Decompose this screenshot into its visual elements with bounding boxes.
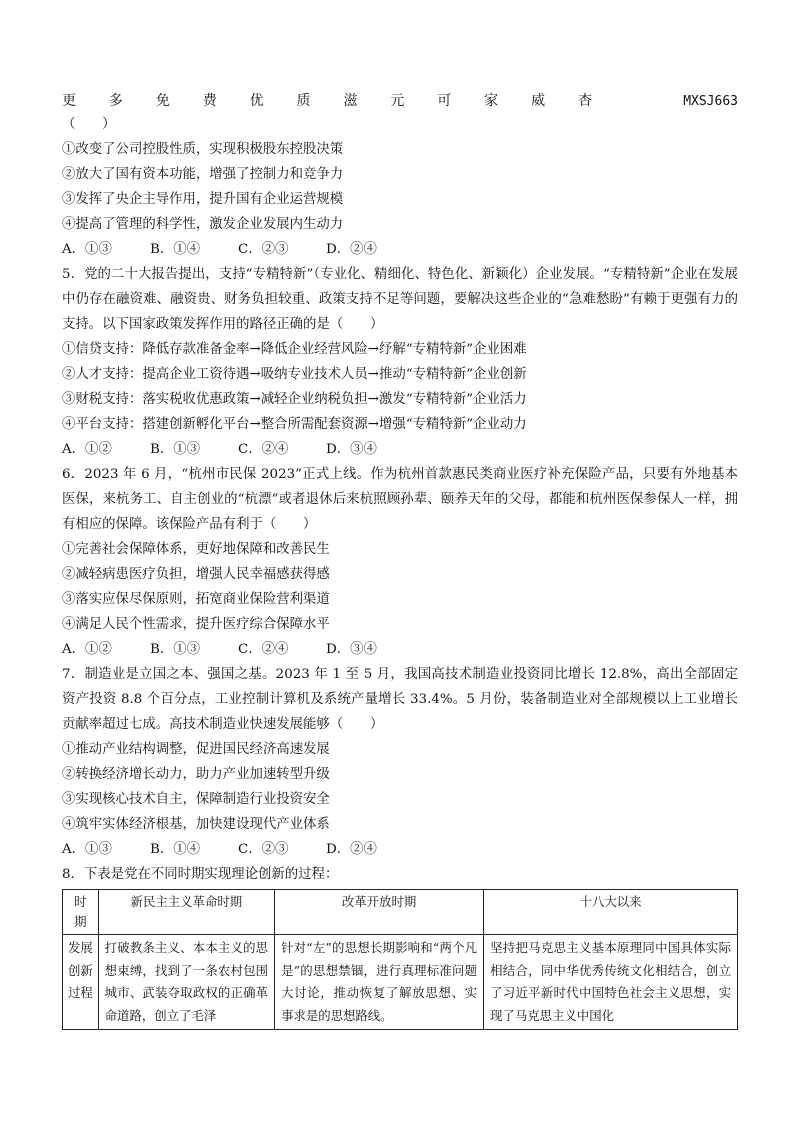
q4-option-b: B．①④ xyxy=(150,242,201,257)
q7-stem: 7．制造业是立国之本、强国之基。2023 年 1 至 5 月，我国高技术制造业投资同比增长 12.8%，高出全部固定资产投资 8.8 个百分点，工业控制计算机及系统产量增长 33.4%。5 月份，装备制造业对全部规模以上工业增长贡献率超过七成。高技术制造业快速发展能够（ ） xyxy=(62,667,738,732)
page-header xyxy=(62,90,738,112)
q5-option-a: A．①② xyxy=(62,442,112,457)
q6-option-d: D．③④ xyxy=(326,642,377,657)
header-char: 可 xyxy=(437,93,452,109)
header-char: 杏 xyxy=(577,93,592,109)
header-char: 优 xyxy=(249,93,264,109)
q5-item-4: ④平台支持：搭建创新孵化平台→整合所需配套资源→增强“专精特新”企业动力 xyxy=(62,417,527,432)
q6-item-4: ④满足人民个性需求，提升医疗综合保障水平 xyxy=(62,617,330,632)
header-char: 家 xyxy=(484,93,499,109)
q4-option-d: D．②④ xyxy=(326,242,377,257)
q7-item-1: ①推动产业结构调整，促进国民经济高速发展 xyxy=(62,742,330,757)
q4-option-c: C．②③ xyxy=(238,242,289,257)
table-header-reform: 改革开放时期 xyxy=(275,890,484,935)
table-row xyxy=(63,935,738,1030)
q4-item-3: ③发挥了央企主导作用，提升国有企业运营规模 xyxy=(62,192,344,207)
q6-options xyxy=(62,637,738,662)
header-char: 质 xyxy=(296,93,311,109)
q4-item-1: ①改变了公司控股性质，实现积极股东控股决策 xyxy=(62,142,344,157)
q6-option-b: B．①③ xyxy=(150,642,201,657)
exam-page xyxy=(62,90,738,1030)
header-title xyxy=(62,90,592,110)
q6-stem: 6．2023 年 6 月，“杭州市民保 2023”正式上线。作为杭州首款惠民类商业医疗补充保险产品，只要有外地基本医保，来杭务工、自主创业的“杭漂”或者退休后来杭照顾孙辈、颐养天年的父母，都能和杭州医保参保人一样，拥有相应的保障。该保险产品有利于（ ） xyxy=(62,467,738,532)
q8-stem: 8．下表是党在不同时期实现理论创新的过程： xyxy=(62,867,339,882)
q4-options xyxy=(62,237,738,262)
q7-option-d: D．②④ xyxy=(326,842,377,857)
q7-option-b: B．①④ xyxy=(150,842,201,857)
q6-item-3: ③落实应保尽保原则，拓宽商业保险营利渠道 xyxy=(62,592,330,607)
q6-item-1: ①完善社会保障体系，更好地保障和改善民生 xyxy=(62,542,330,557)
q7-options xyxy=(62,837,738,862)
q7-item-3: ③实现核心技术自主，保障制造行业投资安全 xyxy=(62,792,330,807)
header-char: 免 xyxy=(155,93,170,109)
header-char: 多 xyxy=(108,93,123,109)
table-header-period: 时期 xyxy=(63,890,99,935)
q5-item-3: ③财税支持：落实税收优惠政策→减轻企业纳税负担→激发“专精特新”企业活力 xyxy=(62,392,527,407)
table-header-new-democratic: 新民主主义革命时期 xyxy=(98,890,274,935)
q7-option-c: C．②③ xyxy=(238,842,289,857)
q7-item-4: ④筑牢实体经济根基，加快建设现代产业体系 xyxy=(62,817,330,832)
table-cell-new-democratic: 打破教条主义、本本主义的思想束缚，找到了一条农村包围城市、武装夺取政权的正确革命道路，创立了毛泽 xyxy=(98,935,274,1030)
document-code: MXSJ663 xyxy=(683,94,738,109)
q4-option-a: A．①③ xyxy=(62,242,112,257)
header-char: 费 xyxy=(202,93,217,109)
header-char: 滋 xyxy=(343,93,358,109)
q4-item-4: ④提高了管理的科学性，激发企业发展内生动力 xyxy=(62,217,344,232)
q7-item-2: ②转换经济增长动力，助力产业加速转型升级 xyxy=(62,767,330,782)
header-char: 威 xyxy=(531,93,546,109)
q7-option-a: A．①③ xyxy=(62,842,112,857)
table-cell-reform: 针对“左”的思想长期影响和“两个凡是”的思想禁锢，进行真理标准问题大讨论，推动恢复了解放思想、实事求是的思想路线。 xyxy=(275,935,484,1030)
table-cell-since-18th: 坚持把马克思主义基本原理同中国具体实际相结合，同中华优秀传统文化相结合，创立了习近平新时代中国特色社会主义思想，实现了马克思主义中国化 xyxy=(484,935,738,1030)
q4-item-2: ②放大了国有资本功能，增强了控制力和竞争力 xyxy=(62,167,344,182)
theory-innovation-table xyxy=(62,889,738,1030)
q6-item-2: ②减轻病患医疗负担，增强人民幸福感获得感 xyxy=(62,567,330,582)
table-row-label: 发展创新过程 xyxy=(63,935,99,1030)
header-char: 更 xyxy=(62,93,76,109)
q6-option-c: C．②④ xyxy=(238,642,289,657)
q5-option-c: C．②④ xyxy=(238,442,289,457)
q5-option-d: D．③④ xyxy=(326,442,377,457)
q5-item-1: ①信贷支持：降低存款准备金率→降低企业经营风险→纾解“专精特新”企业困难 xyxy=(62,342,527,357)
q5-stem: 5．党的二十大报告提出，支持“专精特新”（专业化、精细化、特色化、新颖化）企业发展。“专精特新”企业在发展中仍存在融资难、融资贵、财务负担较重、政策支持不足等问题，要解决这些企业的“急难愁盼”有赖于更强有力的支持。以下国家政策发挥作用的路径正确的是（ ） xyxy=(62,267,738,332)
table-header-row xyxy=(63,890,738,935)
q5-option-b: B．①③ xyxy=(150,442,201,457)
q6-option-a: A．①② xyxy=(62,642,112,657)
header-char: 元 xyxy=(390,93,405,109)
q5-item-2: ②人才支持：提高企业工资待遇→吸纳专业技术人员→推动“专精特新”企业创新 xyxy=(62,367,527,382)
table-header-since-18th: 十八大以来 xyxy=(484,890,738,935)
q5-options xyxy=(62,437,738,462)
q4-answer-paren: （ ） xyxy=(62,117,116,132)
